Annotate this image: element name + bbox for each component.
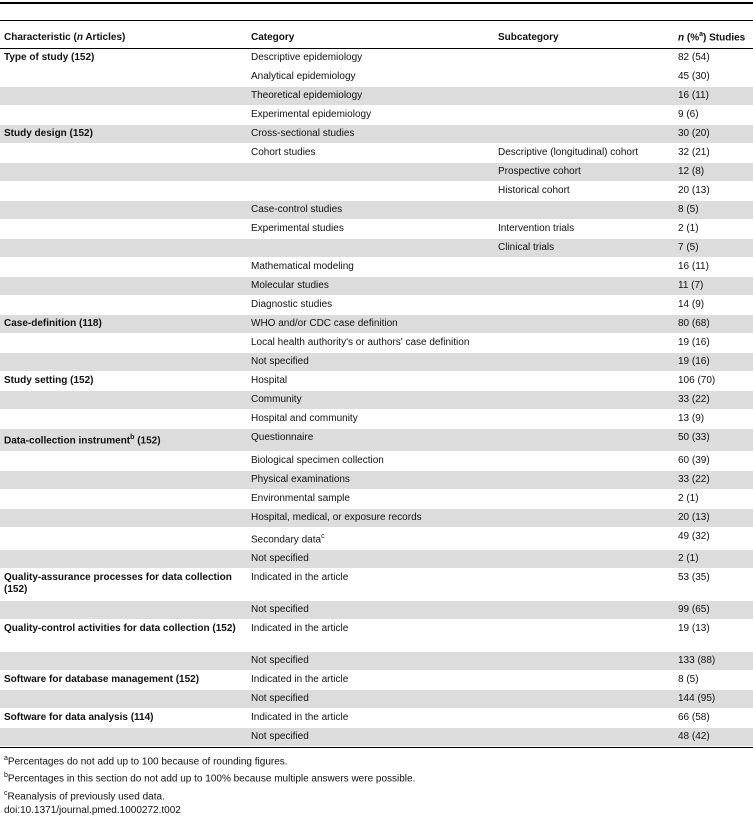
table-row	[0, 410, 753, 429]
table-row	[0, 277, 753, 296]
cell-characteristic	[0, 106, 247, 125]
cell-n-studies: 13 (9)	[674, 410, 753, 429]
table-row	[0, 315, 753, 334]
cell-characteristic: Type of study (152)	[0, 49, 247, 68]
cell-characteristic: Software for data analysis (114)	[0, 708, 247, 727]
cell-characteristic: Quality-control activities for data collection (152)	[0, 619, 247, 651]
cell-n-studies: 53 (35)	[674, 568, 753, 600]
cell-category: Case-control studies	[247, 201, 494, 220]
cell-characteristic	[0, 334, 247, 353]
cell-n-studies: 16 (11)	[674, 87, 753, 106]
cell-subcategory: Intervention trials	[494, 220, 674, 239]
cell-subcategory: Historical cohort	[494, 182, 674, 201]
table-row	[0, 619, 753, 651]
cell-category: Hospital and community	[247, 410, 494, 429]
cell-n-studies: 66 (58)	[674, 708, 753, 727]
cell-characteristic	[0, 220, 247, 239]
header-category: Category	[247, 21, 494, 49]
table-row	[0, 239, 753, 258]
cell-subcategory	[494, 727, 674, 746]
cell-subcategory	[494, 410, 674, 429]
table-row	[0, 708, 753, 727]
cell-n-studies: 49 (32)	[674, 527, 753, 549]
cell-subcategory	[494, 258, 674, 277]
cell-subcategory	[494, 277, 674, 296]
cell-subcategory	[494, 429, 674, 451]
cell-category: Cross-sectional studies	[247, 125, 494, 144]
cell-subcategory	[494, 619, 674, 651]
cell-n-studies: 20 (13)	[674, 182, 753, 201]
cell-n-studies: 19 (16)	[674, 353, 753, 372]
cell-n-studies: 12 (8)	[674, 163, 753, 182]
table-row	[0, 49, 753, 68]
cell-characteristic	[0, 508, 247, 527]
cell-category: Indicated in the article	[247, 708, 494, 727]
cell-n-studies: 2 (1)	[674, 549, 753, 568]
cell-subcategory	[494, 489, 674, 508]
cell-characteristic	[0, 527, 247, 549]
cell-category: Mathematical modeling	[247, 258, 494, 277]
cell-n-studies: 16 (11)	[674, 258, 753, 277]
cell-category: Environmental sample	[247, 489, 494, 508]
cell-characteristic	[0, 87, 247, 106]
table-row	[0, 201, 753, 220]
cell-subcategory	[494, 125, 674, 144]
cell-n-studies: 106 (70)	[674, 372, 753, 391]
header-n-studies: n (%$^a$) Studies	[674, 21, 753, 49]
header-row	[0, 21, 753, 49]
table-row	[0, 670, 753, 689]
cell-category: Analytical epidemiology	[247, 68, 494, 87]
cell-n-studies: 60 (39)	[674, 451, 753, 470]
cell-n-studies: 33 (22)	[674, 391, 753, 410]
cell-category: Experimental epidemiology	[247, 106, 494, 125]
cell-category: Molecular studies	[247, 277, 494, 296]
cell-category: Secondary data$^c$	[247, 527, 494, 549]
cell-characteristic	[0, 549, 247, 568]
cell-characteristic	[0, 201, 247, 220]
cell-category	[247, 163, 494, 182]
cell-characteristic	[0, 489, 247, 508]
cell-subcategory: Prospective cohort	[494, 163, 674, 182]
cell-category: Cohort studies	[247, 144, 494, 163]
cell-characteristic: Study design (152)	[0, 125, 247, 144]
cell-characteristic	[0, 727, 247, 746]
cell-n-studies: 8 (5)	[674, 201, 753, 220]
cell-characteristic	[0, 689, 247, 708]
header-subcategory: Subcategory	[494, 21, 674, 49]
cell-characteristic	[0, 296, 247, 315]
table-row	[0, 391, 753, 410]
cell-subcategory	[494, 296, 674, 315]
footnote: $^b$Percentages in this section do not add up to 100% because multiple answers were possible.	[4, 772, 416, 785]
cell-category: Not specified	[247, 689, 494, 708]
cell-category: Not specified	[247, 549, 494, 568]
cell-n-studies: 45 (30)	[674, 68, 753, 87]
cell-subcategory	[494, 670, 674, 689]
table-row	[0, 87, 753, 106]
table-row	[0, 527, 753, 549]
table-figure	[0, 2, 753, 818]
table-row	[0, 689, 753, 708]
cell-characteristic	[0, 258, 247, 277]
table-row	[0, 258, 753, 277]
cell-characteristic	[0, 600, 247, 619]
cell-subcategory: Clinical trials	[494, 239, 674, 258]
top-rule	[0, 2, 753, 4]
cell-characteristic	[0, 68, 247, 87]
cell-characteristic: Quality-assurance processes for data collection (152)	[0, 568, 247, 600]
cell-n-studies: 7 (5)	[674, 239, 753, 258]
cell-category: Physical examinations	[247, 470, 494, 489]
cell-characteristic: Case-definition (118)	[0, 315, 247, 334]
table-row	[0, 600, 753, 619]
table-row	[0, 334, 753, 353]
cell-characteristic: Software for database management (152)	[0, 670, 247, 689]
cell-n-studies: 33 (22)	[674, 470, 753, 489]
cell-category: Indicated in the article	[247, 619, 494, 651]
doi-link[interactable]: doi:10.1371/journal.pmed.1000272.t002	[4, 804, 181, 816]
cell-n-studies: 80 (68)	[674, 315, 753, 334]
cell-characteristic: Study setting (152)	[0, 372, 247, 391]
cell-subcategory	[494, 508, 674, 527]
cell-category: Not specified	[247, 600, 494, 619]
table-row	[0, 470, 753, 489]
cell-characteristic	[0, 239, 247, 258]
cell-n-studies: 11 (7)	[674, 277, 753, 296]
cell-subcategory	[494, 87, 674, 106]
cell-n-studies: 32 (21)	[674, 144, 753, 163]
cell-category: Theoretical epidemiology	[247, 87, 494, 106]
cell-n-studies: 50 (33)	[674, 429, 753, 451]
cell-characteristic	[0, 277, 247, 296]
table-row	[0, 296, 753, 315]
cell-n-studies: 9 (6)	[674, 106, 753, 125]
table-row	[0, 68, 753, 87]
table-row	[0, 651, 753, 670]
cell-subcategory	[494, 106, 674, 125]
cell-subcategory: Descriptive (longitudinal) cohort	[494, 144, 674, 163]
table-row	[0, 508, 753, 527]
cell-category	[247, 182, 494, 201]
data-table	[0, 20, 753, 747]
cell-n-studies: 133 (88)	[674, 651, 753, 670]
cell-characteristic: Data-collection instrument$^b$ (152)	[0, 429, 247, 451]
cell-n-studies: 30 (20)	[674, 125, 753, 144]
table-row	[0, 163, 753, 182]
table-row	[0, 106, 753, 125]
cell-category: Hospital, medical, or exposure records	[247, 508, 494, 527]
cell-n-studies: 14 (9)	[674, 296, 753, 315]
cell-subcategory	[494, 334, 674, 353]
cell-category: Indicated in the article	[247, 568, 494, 600]
header-characteristic: Characteristic (n Articles)	[0, 21, 247, 49]
cell-subcategory	[494, 527, 674, 549]
cell-category: Not specified	[247, 651, 494, 670]
cell-subcategory	[494, 315, 674, 334]
cell-n-studies: 8 (5)	[674, 670, 753, 689]
cell-subcategory	[494, 353, 674, 372]
footnote: $^a$Percentages do not add up to 100 because of rounding figures.	[4, 754, 288, 768]
cell-subcategory	[494, 689, 674, 708]
table-row	[0, 451, 753, 470]
cell-subcategory	[494, 651, 674, 670]
table-row	[0, 727, 753, 746]
table-row	[0, 549, 753, 568]
table-row	[0, 568, 753, 600]
cell-category: Descriptive epidemiology	[247, 49, 494, 68]
cell-subcategory	[494, 201, 674, 220]
cell-subcategory	[494, 568, 674, 600]
table-row	[0, 125, 753, 144]
cell-subcategory	[494, 600, 674, 619]
cell-subcategory	[494, 372, 674, 391]
cell-category: Indicated in the article	[247, 670, 494, 689]
cell-category	[247, 239, 494, 258]
cell-characteristic	[0, 163, 247, 182]
cell-n-studies: 19 (16)	[674, 334, 753, 353]
cell-n-studies: 82 (54)	[674, 49, 753, 68]
cell-category: Not specified	[247, 353, 494, 372]
cell-category: WHO and/or CDC case definition	[247, 315, 494, 334]
cell-n-studies: 20 (13)	[674, 508, 753, 527]
cell-subcategory	[494, 549, 674, 568]
cell-characteristic	[0, 144, 247, 163]
cell-n-studies: 2 (1)	[674, 489, 753, 508]
cell-n-studies: 99 (65)	[674, 600, 753, 619]
cell-characteristic	[0, 410, 247, 429]
cell-n-studies: 19 (13)	[674, 619, 753, 651]
cell-characteristic	[0, 391, 247, 410]
table-row	[0, 144, 753, 163]
cell-category: Not specified	[247, 727, 494, 746]
cell-subcategory	[494, 49, 674, 68]
footnote: $^c$Reanalysis of previously used data.	[4, 789, 165, 802]
table-row	[0, 220, 753, 239]
cell-subcategory	[494, 391, 674, 410]
cell-subcategory	[494, 68, 674, 87]
cell-n-studies: 2 (1)	[674, 220, 753, 239]
cell-category: Questionnaire	[247, 429, 494, 451]
cell-subcategory	[494, 451, 674, 470]
cell-category: Biological specimen collection	[247, 451, 494, 470]
cell-category: Diagnostic studies	[247, 296, 494, 315]
cell-category: Community	[247, 391, 494, 410]
table-row	[0, 429, 753, 451]
cell-subcategory	[494, 708, 674, 727]
cell-category: Hospital	[247, 372, 494, 391]
table-row	[0, 353, 753, 372]
cell-characteristic	[0, 651, 247, 670]
table-body	[0, 49, 753, 747]
cell-characteristic	[0, 470, 247, 489]
cell-n-studies: 48 (42)	[674, 727, 753, 746]
table-row	[0, 372, 753, 391]
table-row	[0, 182, 753, 201]
cell-n-studies: 144 (95)	[674, 689, 753, 708]
table-row	[0, 489, 753, 508]
cell-characteristic	[0, 353, 247, 372]
footnotes	[0, 748, 753, 818]
cell-characteristic	[0, 451, 247, 470]
cell-category: Experimental studies	[247, 220, 494, 239]
cell-subcategory	[494, 470, 674, 489]
cell-characteristic	[0, 182, 247, 201]
cell-category: Local health authority's or authors' case definition	[247, 334, 494, 353]
